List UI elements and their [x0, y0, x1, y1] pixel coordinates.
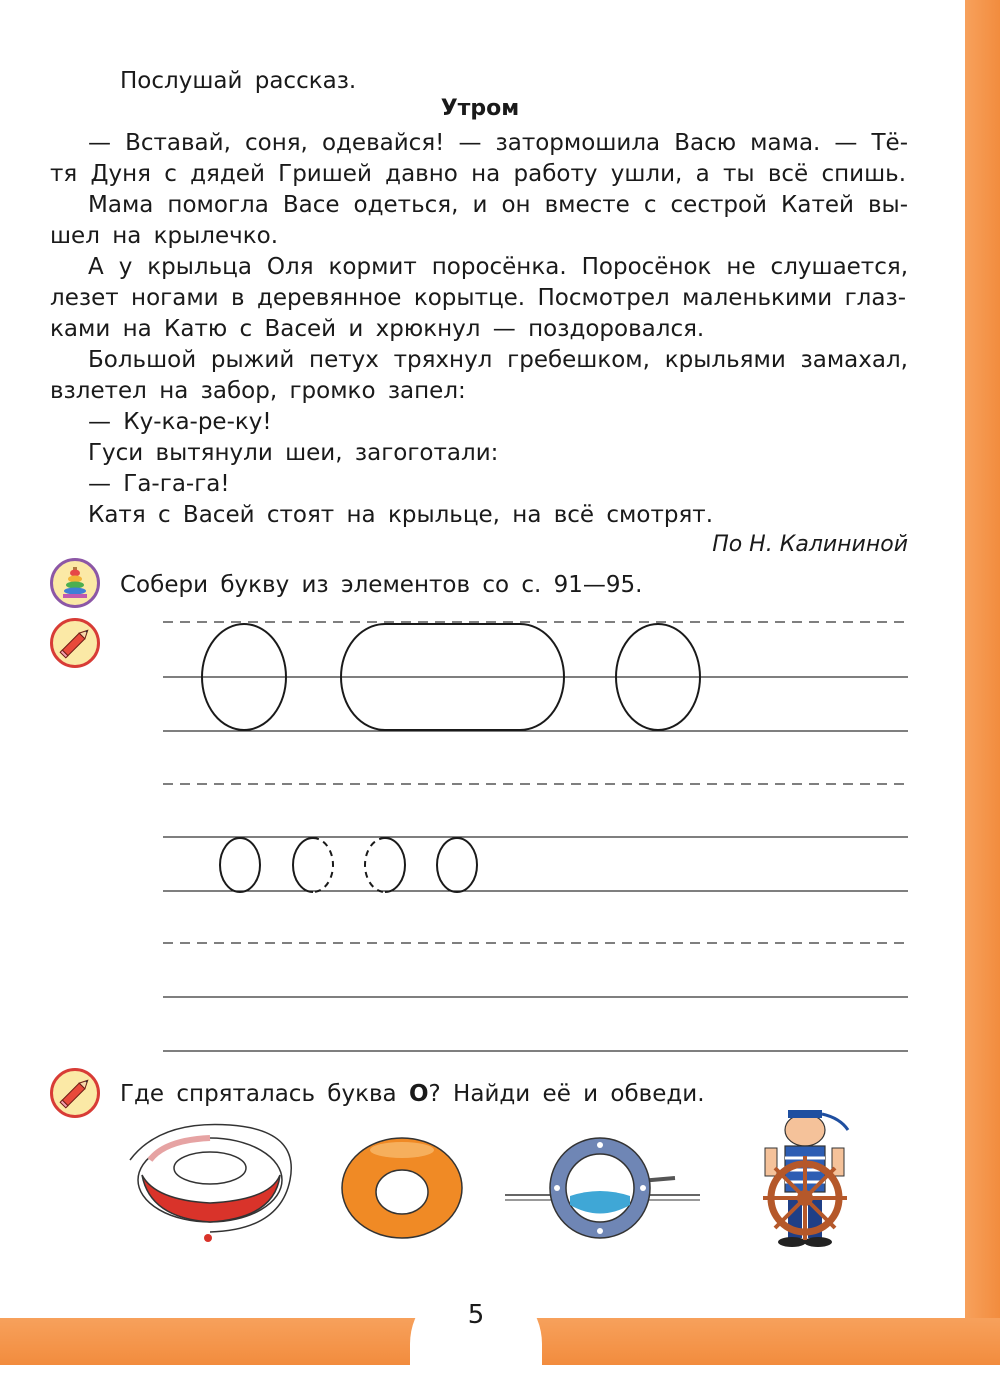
story-line: — Га-га-га! — [88, 471, 230, 497]
story-line: лезет ногами в деревянное корытце. Посмотрел маленькими глаз- — [50, 285, 906, 311]
sailor-picture — [763, 1110, 848, 1247]
porthole-picture — [505, 1138, 700, 1238]
story-author: По Н. Калининой — [712, 532, 908, 557]
story-line: Катя с Васей стоят на крыльце, на всё смотрят. — [88, 502, 714, 528]
page-number: 5 — [467, 1300, 485, 1330]
story-line: — Ку-ка-ре-ку! — [88, 409, 272, 435]
listen-instruction: Послушай рассказ. — [120, 68, 357, 94]
story-line: Мама помогла Васе одеться, и он вместе с сестрой Катей вы- — [88, 192, 908, 218]
story-line: взлетел на забор, громко запел: — [50, 378, 466, 404]
bagel-picture — [342, 1138, 462, 1238]
task1-text: Собери букву из элементов со с. 91—95. — [120, 572, 643, 598]
story-title: Утром — [440, 96, 520, 121]
task3-text-after: ? Найди её и обведи. — [428, 1081, 705, 1107]
story-line: тя Дуня с дядей Гришей давно на работу ушли, а ты всё спишь. — [50, 161, 906, 187]
story-line: Большой рыжий петух тряхнул гребешком, крыльями замахал, — [88, 347, 908, 373]
story-line: А у крыльца Оля кормит поросёнка. Поросёнок не слушается, — [88, 254, 908, 280]
story-line: — Вставай, соня, одевайся! — затормошила Васю мама. — Тё- — [88, 130, 908, 156]
task3-text-before: Где спряталась буква — [120, 1081, 409, 1107]
story-line: Гуси вытянули шеи, загоготали: — [88, 440, 499, 466]
story-line: шел на крылечко. — [50, 223, 279, 249]
story-line: ками на Катю с Васей и хрюкнул — поздоровался. — [50, 316, 705, 342]
lifebuoy-picture — [130, 1124, 291, 1242]
task3-letter: О — [408, 1081, 429, 1107]
